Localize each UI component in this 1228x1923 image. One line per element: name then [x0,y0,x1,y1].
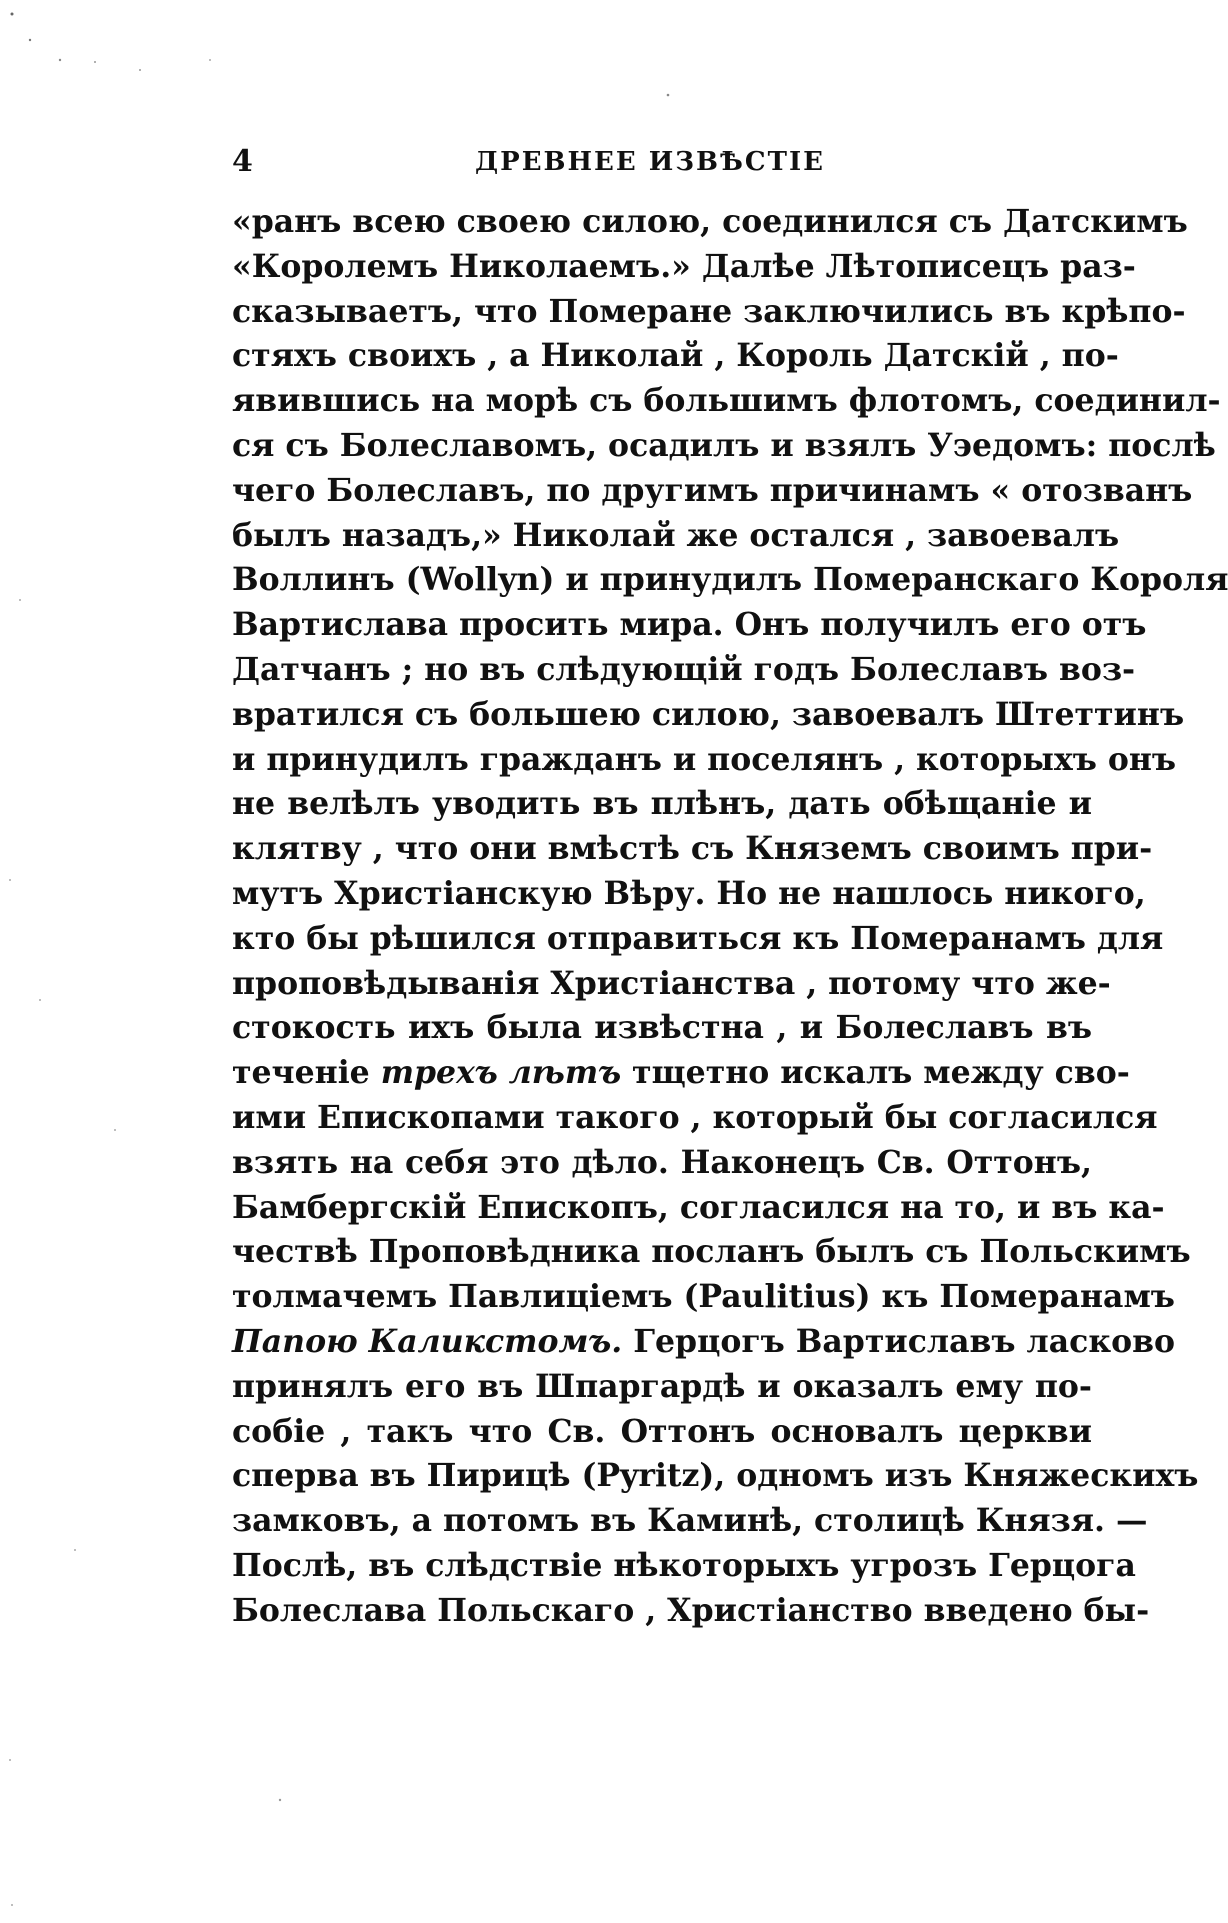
text-line [232,1589,1150,1634]
text-segment: сказываетъ, что Померане заключились въ крѣпо- [232,292,1186,330]
text-segment: Бамбергскій Епископъ, согласился на то, и въ ка- [232,1188,1165,1226]
text-segment: теченіе [232,1054,381,1092]
text-line [232,962,1111,1007]
text-segment: кто бы рѣшился отправиться къ Померанамъ для [232,919,1164,957]
text-segment: замковъ, а потомъ въ Каминѣ, столицѣ Князя. — [232,1502,1148,1540]
text-line [232,1499,1148,1544]
text-segment: Послѣ, въ слѣдствіе нѣкоторыхъ угрозъ Герцога [232,1546,1136,1584]
text-line [232,917,1164,962]
text-segment: Воллинъ (Wollyn) и принудилъ Померанскаго Короля [232,561,1228,599]
text-line [232,693,1185,738]
page-number: 4 [232,144,253,179]
text-segment: чествѣ Проповѣдника посланъ былъ съ Польскимъ [232,1233,1191,1271]
text-line [232,200,1188,245]
text-segment: вратился съ большею силою, завоевалъ Штеттинъ [232,695,1185,733]
text-line [232,1410,1092,1455]
text-segment: Герцогъ Вартиславъ ласково [622,1322,1175,1360]
italic-text: Папою Каликстомъ. [232,1322,623,1360]
text-line [232,290,1186,335]
text-line [232,379,1221,424]
text-segment: клятву , что они вмѣстѣ съ Княземъ своимъ при- [232,830,1153,868]
text-line [232,1096,1158,1141]
text-line [232,1006,1092,1051]
text-line [232,469,1193,514]
running-head: ДРЕВНЕЕ ИЗВѢСТІЕ [475,147,825,177]
text-line [232,1454,1199,1499]
text-segment: не велѣлъ уводить въ плѣнъ, дать обѣщаніе и [232,785,1092,823]
text-line [232,1186,1165,1231]
text-segment: собіе , такъ что Св. Оттонъ основалъ церкви [232,1412,1092,1450]
text-line [232,603,1147,648]
text-segment: Вартислава просить мира. Онъ получилъ его отъ [232,606,1147,644]
text-line [232,424,1216,469]
text-segment: сперва въ Пирицѣ (Pyritz), одномъ изъ Княжескихъ [232,1457,1199,1495]
text-segment: «ранъ всею своею силою, соединился съ Датскимъ [232,203,1188,240]
text-segment: и принудилъ гражданъ и поселянъ , которыхъ онъ [232,740,1177,778]
text-segment: ими Епископами такого , который бы согласился [232,1098,1158,1136]
text-segment: чего Болеславъ, по другимъ причинамъ « отозванъ [232,471,1193,509]
text-line [232,558,1228,603]
text-segment: стокость ихъ была извѣстна , и Болеславъ въ [232,1009,1092,1047]
text-line [232,1141,1092,1186]
page-header [232,140,1068,184]
text-line [232,827,1153,872]
text-line [232,648,1136,693]
text-segment: принялъ его въ Шпаргардѣ и оказалъ ему по- [232,1367,1092,1405]
text-line [232,1544,1136,1589]
text-line [232,1365,1092,1410]
text-line [232,1320,1175,1365]
text-segment: Датчанъ ; но въ слѣдующій годъ Болеславъ воз- [232,650,1136,688]
text-segment: тщетно искалъ между сво- [621,1054,1130,1092]
body-text [232,200,1228,1634]
text-segment: былъ назадъ,» Николай же остался , завоевалъ [232,516,1120,554]
italic-text: трехъ лѣтъ [380,1054,622,1092]
text-segment: мутъ Христіанскую Вѣру. Но не нашлось никого, [232,874,1146,912]
text-segment: толмачемъ Павлиціемъ (Paulitius) къ Померанамъ [232,1278,1175,1316]
text-line [232,782,1092,827]
text-line [232,872,1146,917]
text-segment: Болеслава Польскаго , Христіанство введено бы- [232,1591,1150,1629]
text-segment: стяхъ своихъ , а Николай , Король Датскій , по- [232,337,1119,375]
text-line [232,334,1119,379]
text-line [232,738,1177,783]
text-line [232,1051,1130,1096]
text-segment: явившись на морѣ съ большимъ флотомъ, соединил- [232,382,1221,420]
text-segment: ся съ Болеславомъ, осадилъ и взялъ Уэедомъ: послѣ [232,426,1216,464]
text-line [232,245,1136,290]
text-line [232,514,1120,559]
text-segment: взять на себя это дѣло. Наконецъ Св. Оттонъ, [232,1143,1092,1181]
text-segment: «Королемъ Николаемъ.» Далѣе Лѣтописецъ раз- [232,247,1136,285]
text-line [232,1275,1175,1320]
text-line [232,1230,1191,1275]
text-segment: проповѣдыванія Христіанства , потому что же- [232,964,1111,1002]
